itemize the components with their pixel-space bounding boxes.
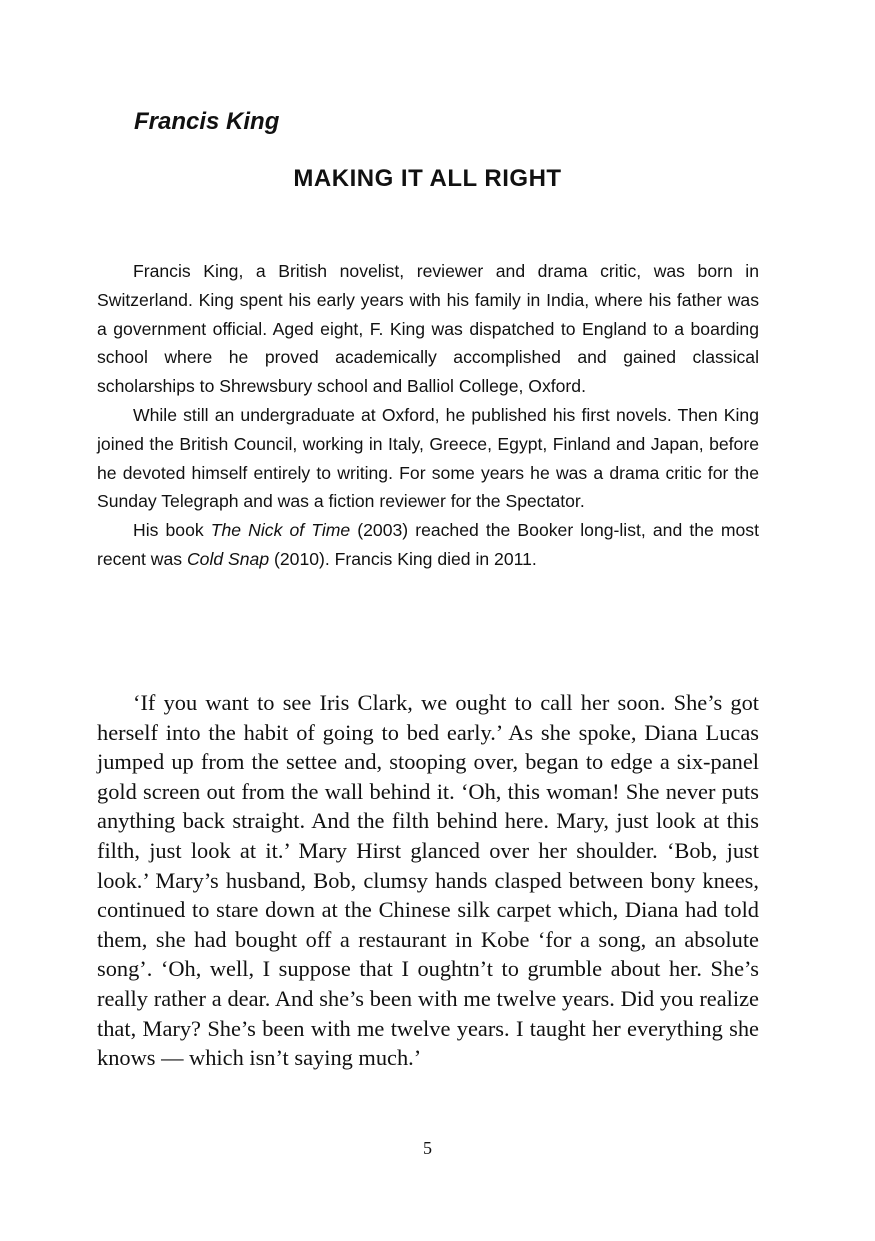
bio-paragraph: While still an undergraduate at Oxford, he published his first novels. Then King joined the British Council, working in Italy, Greece, Egypt, Finland and Japan, before he devoted himself entirely to writing. For some years he was a drama critic for the Sunday Telegraph and was a fiction reviewer for the Spectator. <box>97 404 759 512</box>
author-name: Francis King <box>134 108 280 135</box>
bio-text: His book <box>133 520 211 541</box>
page-number: 5 <box>423 1138 432 1158</box>
bio-paragraph <box>97 516 759 574</box>
story-title: MAKING IT ALL RIGHT <box>293 165 562 192</box>
bio-text: (2003) reached the Booker long-list, and the most recent was <box>97 520 759 569</box>
book-title: Cold Snap <box>186 548 270 569</box>
book-title: The Nick of Time <box>210 520 351 541</box>
author-biography <box>97 257 759 574</box>
story-paragraph: ‘If you want to see Iris Clark, we ought to call her soon. She’s got herself into the habit of going to bed early.’ As she spoke, Diana Lucas jumped up from the settee and, stooping over, began to edge a six-panel gold screen out from the wall behind it. ‘Oh, this woman! She never puts anything back straight. And the filth behind here. Mary, just look at this filth, just look at it.’ Mary Hirst glanced over her shoulder. ‘Bob, just look.’ Mary’s husband, Bob, clumsy hands clasped between bony knees, continued to stare down at the Chinese silk carpet which, Diana had told them, she had bought off a restaurant in Kobe ‘for a song, an absolute song’. ‘Oh, well, I suppose that I oughtn’t to grumble about her. She’s really rather a dear. And she’s been with me twelve years. Did you realize that, Mary? She’s been with me twelve years. I taught her everything she knows — which isn’t saying much.’ <box>97 690 759 1071</box>
story-body <box>97 688 759 1073</box>
bio-text: (2010). Francis King died in 2011. <box>269 548 537 569</box>
bio-paragraph: Francis King, a British novelist, reviewer and drama critic, was born in Switzerland. King spent his early years with his family in India, where his father was a government official. Aged eight, F. King was dispatched to England to a boarding school where he proved academically accomplished and gained classical scholarships to Shrewsbury school and Balliol College, Oxford. <box>97 261 759 397</box>
